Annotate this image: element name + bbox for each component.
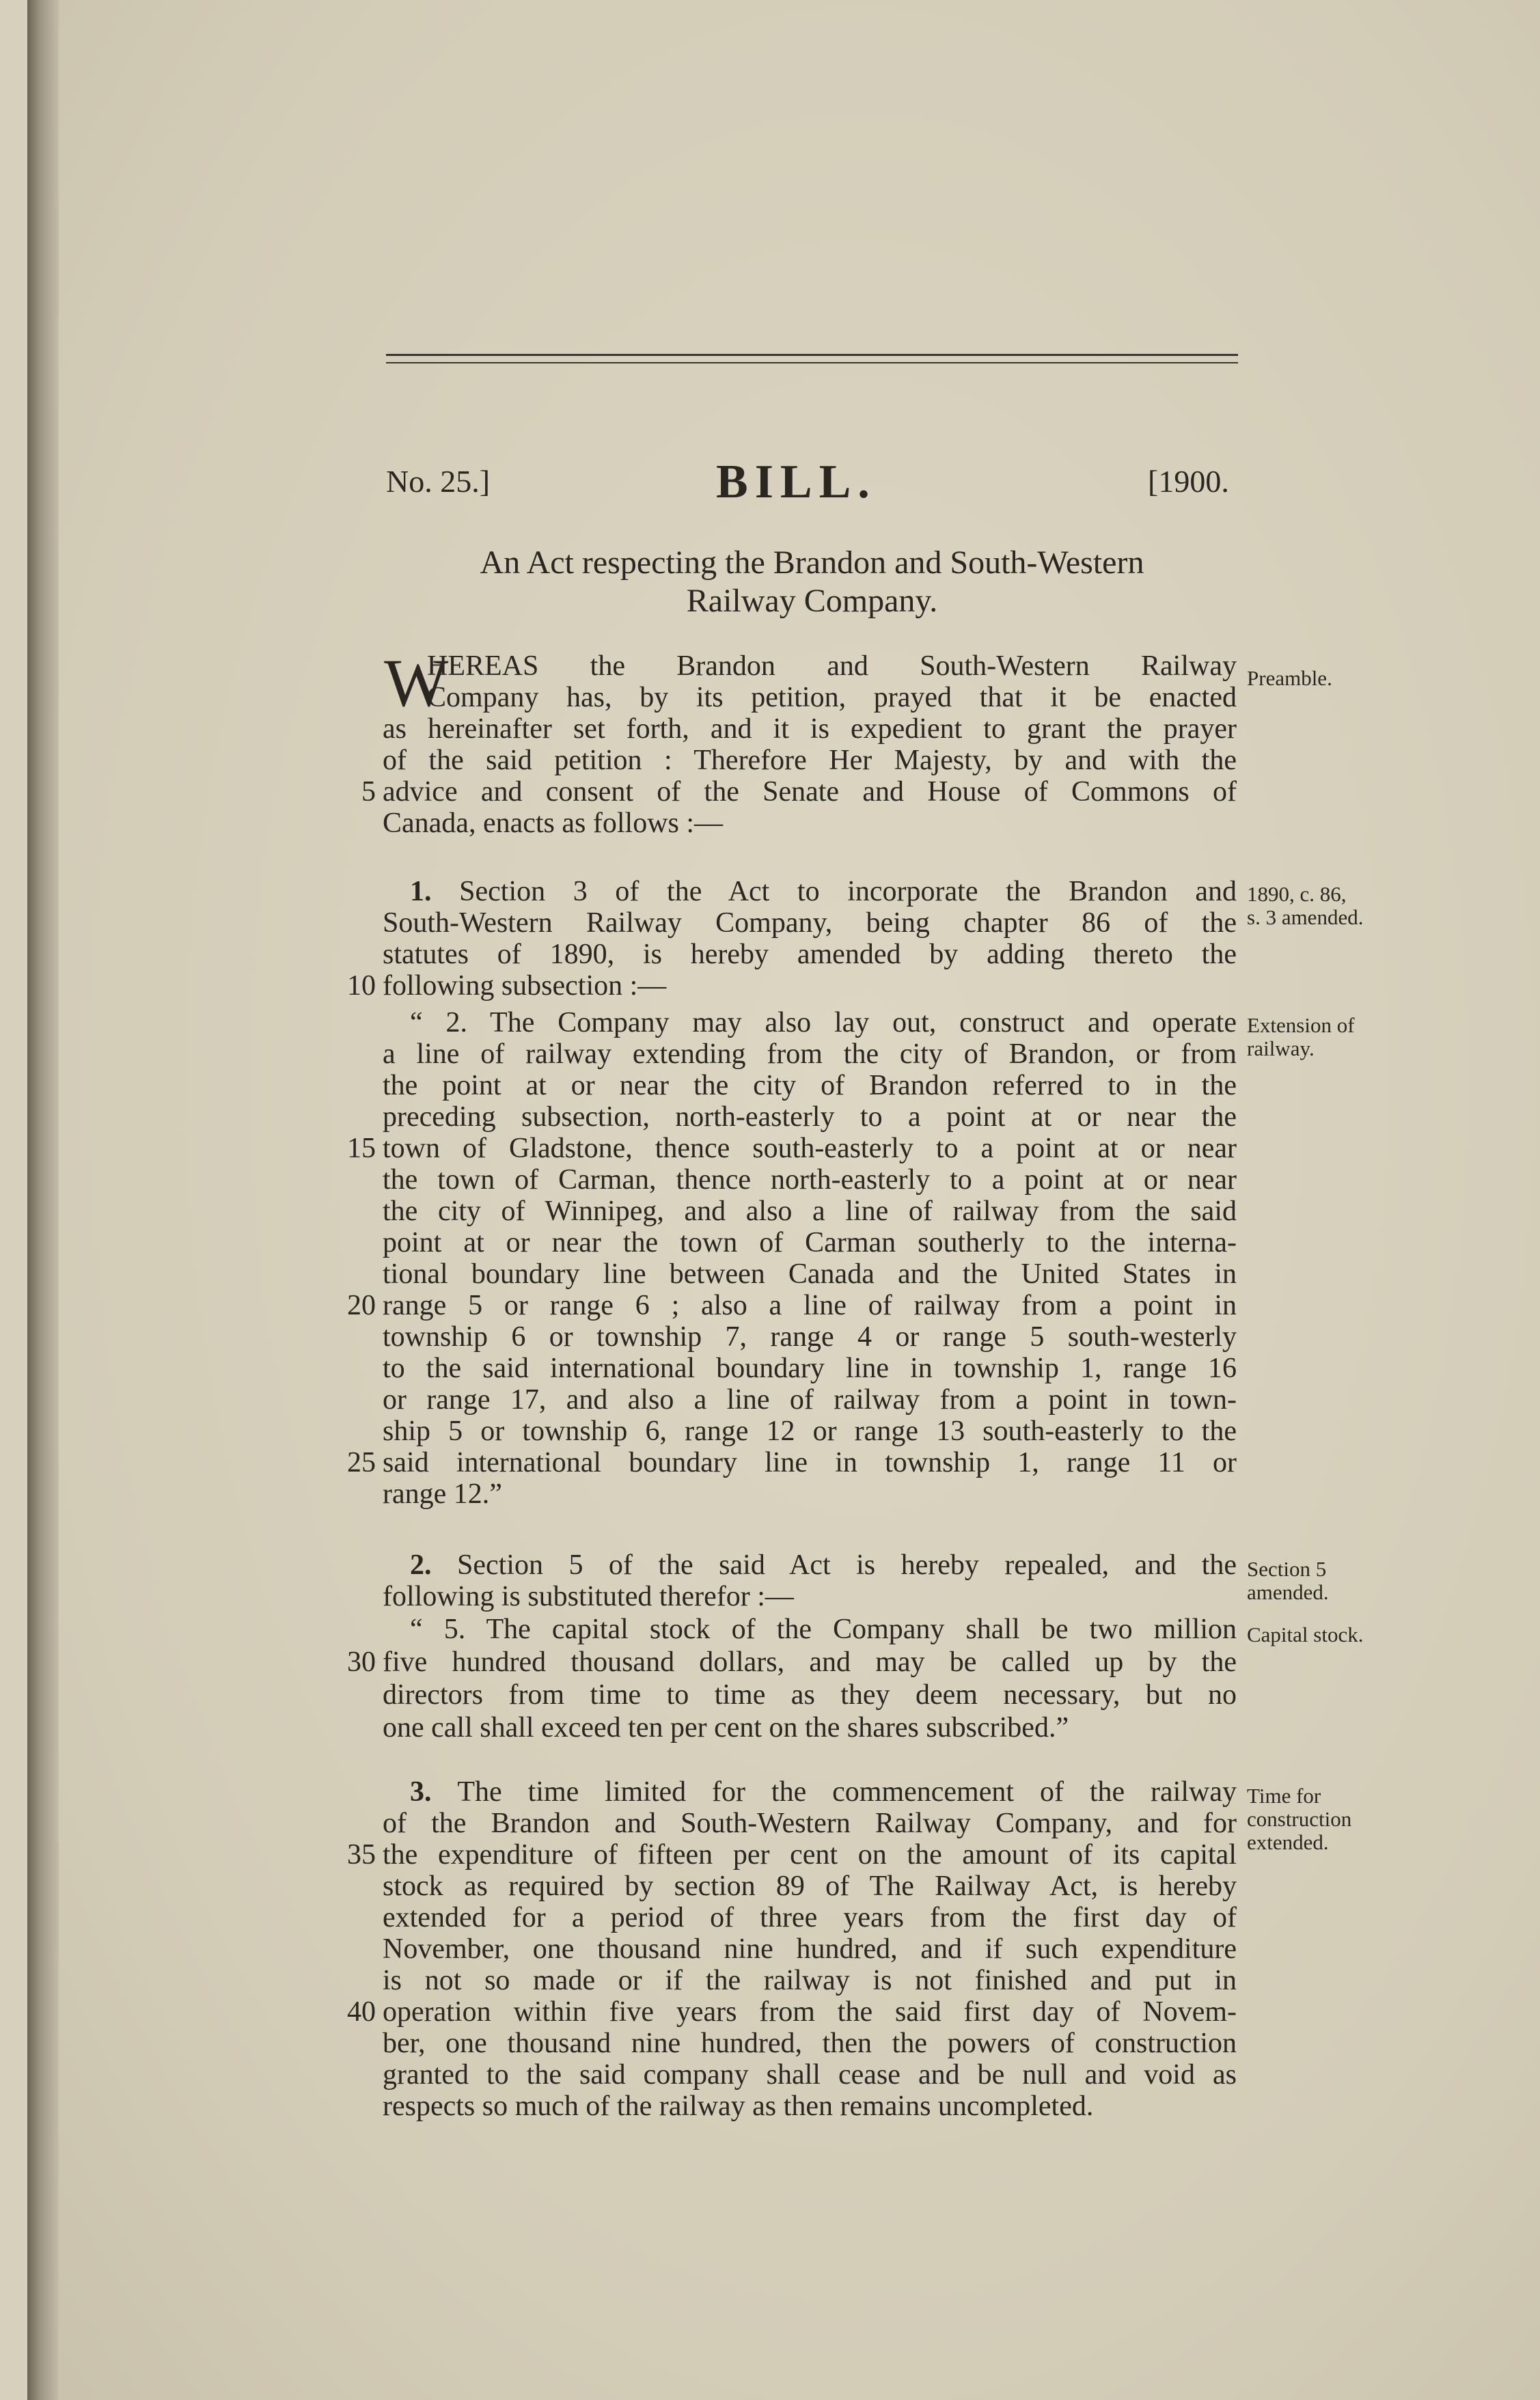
line-number: 15	[347, 1133, 376, 1164]
text-line: following is substituted therefor :—	[383, 1581, 794, 1612]
text-line: a line of railway extending from the city of Brandon, or from	[383, 1038, 1237, 1070]
line-number: 40	[347, 1996, 376, 2028]
margin-note-line: extended.	[1247, 1830, 1329, 1854]
text-line: statutes of 1890, is hereby amended by adding thereto the	[383, 939, 1237, 970]
margin-note-time	[1247, 1784, 1404, 1854]
text-line: Company has, by its petition, prayed that it be enacted	[427, 682, 1237, 713]
text-line: operation within five years from the said first day of Novem-	[383, 1996, 1237, 2028]
text-line: five hundred thousand dollars, and may be called up by the	[383, 1646, 1237, 1678]
act-title-line: An Act respecting the Brandon and South-Western	[480, 544, 1144, 581]
text-line: ship 5 or township 6, range 12 or range 13 south-easterly to the	[383, 1416, 1237, 1447]
section-number: 1.	[410, 876, 432, 907]
text-line: tional boundary line between Canada and the United States in	[383, 1258, 1237, 1290]
margin-note-line: 1890, c. 86,	[1247, 882, 1347, 906]
text-line: or range 17, and also a line of railway from a point in town-	[383, 1384, 1237, 1416]
margin-note-section-1	[1247, 883, 1404, 929]
text-line: directors from time to time as they deem necessary, but no	[383, 1679, 1237, 1711]
text-line: as hereinafter set forth, and it is expedient to grant the prayer	[383, 713, 1237, 745]
text-line: advice and consent of the Senate and House of Commons of	[383, 776, 1237, 808]
text-line: range 12.”	[383, 1478, 502, 1510]
margin-note-capital-stock: Capital stock.	[1247, 1623, 1364, 1646]
text-span: Section 5 of the said Act is hereby repealed, and the	[456, 1549, 1237, 1581]
line-number: 25	[347, 1447, 376, 1478]
text-line: of the Brandon and South-Western Railway Company, and for	[383, 1808, 1237, 1839]
top-rule	[386, 354, 1238, 356]
section-1-first-line	[410, 876, 1237, 907]
text-line: one call shall exceed ten per cent on the shares subscribed.”	[383, 1712, 1069, 1743]
text-line: South-Western Railway Company, being chapter 86 of the	[383, 907, 1237, 939]
dropcap: W	[384, 645, 449, 721]
text-line: range 5 or range 6 ; also a line of railway from a point in	[383, 1290, 1237, 1321]
text-line: point at or near the town of Carman southerly to the interna-	[383, 1227, 1237, 1258]
line-number: 35	[347, 1839, 376, 1871]
section-3-first-line	[410, 1776, 1237, 1808]
text-line: November, one thousand nine hundred, and if such expenditure	[383, 1933, 1237, 1965]
text-line: “ 2. The Company may also lay out, construct and operate	[410, 1007, 1237, 1038]
text-line: granted to the said company shall cease and be null and void as	[383, 2059, 1237, 2091]
text-line: ber, one thousand nine hundred, then the powers of construction	[383, 2028, 1237, 2059]
text-line: respects so much of the railway as then remains uncompleted.	[383, 2091, 1094, 2122]
line-number: 10	[347, 970, 376, 1002]
margin-note-extension	[1247, 1014, 1404, 1060]
margin-note-line: railway.	[1247, 1036, 1315, 1060]
top-rule-thin	[386, 362, 1238, 363]
text-line: to the said international boundary line in township 1, range 16	[383, 1353, 1237, 1384]
text-line: the expenditure of fifteen per cent on the amount of its capital	[383, 1839, 1237, 1871]
margin-note-line: Extension of	[1247, 1013, 1355, 1037]
text-line: extended for a period of three years from the first day of	[383, 1902, 1237, 1933]
text-line: “ 5. The capital stock of the Company shall be two million	[410, 1614, 1237, 1645]
document-page	[27, 0, 1540, 2400]
book-spine-shadow	[27, 0, 59, 2400]
section-2-first-line	[410, 1549, 1237, 1581]
text-line: the town of Carman, thence north-easterly to a point at or near	[383, 1164, 1237, 1196]
text-line: preceding subsection, north-easterly to a point at or near the	[383, 1101, 1237, 1133]
margin-note-line: Time for	[1247, 1784, 1321, 1808]
text-line: said international boundary line in township 1, range 11 or	[383, 1447, 1237, 1478]
text-line: Canada, enacts as follows :—	[383, 808, 724, 839]
margin-note-line: Section 5	[1247, 1557, 1327, 1581]
margin-note-line: amended.	[1247, 1580, 1329, 1604]
text-span: The time limited for the commencement of the railway	[457, 1776, 1237, 1808]
text-line: of the said petition : Therefore Her Majesty, by and with the	[383, 745, 1237, 776]
text-line: is not so made or if the railway is not finished and put in	[383, 1965, 1237, 1996]
margin-note-line: construction	[1247, 1807, 1352, 1831]
section-number: 2.	[410, 1549, 432, 1581]
text-line: the point at or near the city of Brandon referred to in the	[383, 1070, 1237, 1101]
bill-year: [1900.	[1148, 464, 1229, 499]
text-line: HEREAS the Brandon and South-Western Railway	[427, 650, 1237, 682]
text-line: township 6 or township 7, range 4 or range 5 south-westerly	[383, 1321, 1237, 1353]
text-line: following subsection :—	[383, 970, 667, 1002]
section-number: 3.	[410, 1776, 432, 1808]
margin-note-preamble: Preamble.	[1247, 666, 1332, 690]
text-line: town of Gladstone, thence south-easterly to a point at or near	[383, 1133, 1237, 1164]
text-line: stock as required by section 89 of The Railway Act, is hereby	[383, 1871, 1237, 1902]
line-number: 20	[347, 1290, 376, 1321]
bill-heading: BILL.	[716, 456, 877, 508]
text-line: the city of Winnipeg, and also a line of railway from the said	[383, 1196, 1237, 1227]
margin-note-section-5	[1247, 1558, 1404, 1604]
line-number: 5	[361, 776, 376, 808]
bill-number: No. 25.]	[386, 464, 491, 499]
line-number: 30	[347, 1646, 376, 1678]
margin-note-line: s. 3 amended.	[1247, 905, 1364, 929]
act-title-line: Railway Company.	[686, 583, 938, 619]
text-span: Section 3 of the Act to incorporate the Brandon and	[459, 876, 1237, 907]
act-title	[386, 544, 1238, 620]
